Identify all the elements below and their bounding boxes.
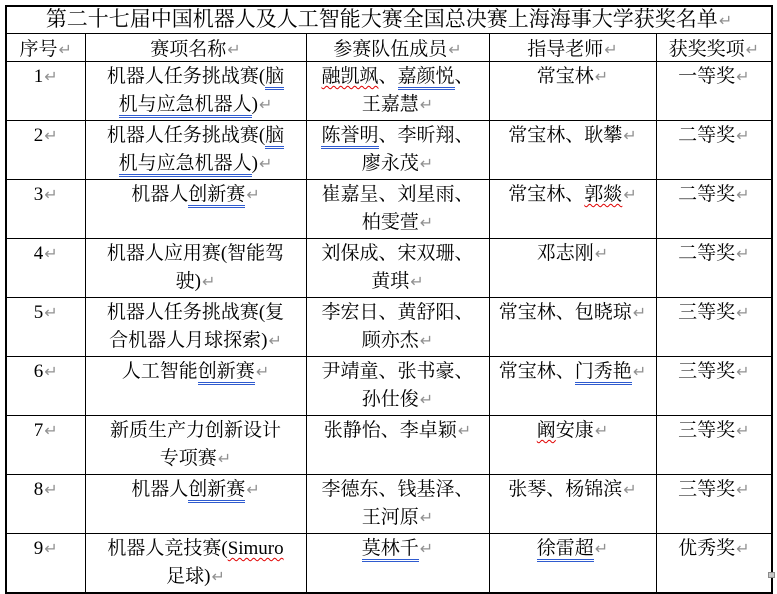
cell-event-name[interactable] bbox=[85, 534, 306, 594]
table-row bbox=[6, 475, 772, 534]
award-label: 三等奖 bbox=[678, 420, 736, 441]
column-header-1[interactable] bbox=[85, 34, 306, 62]
cell-team-members[interactable] bbox=[306, 357, 489, 416]
cell-advisors[interactable] bbox=[489, 121, 656, 180]
plain-text: 机器人任务挑战赛(复合机器人月球探索) bbox=[106, 302, 285, 351]
title-row bbox=[6, 6, 772, 34]
paragraph-mark: ↵ bbox=[419, 390, 434, 409]
paragraph-mark: ↵ bbox=[44, 303, 58, 322]
cell-advisors[interactable] bbox=[489, 475, 656, 534]
row-number: 2 bbox=[33, 125, 44, 146]
cell-advisors[interactable] bbox=[489, 180, 656, 239]
table-row bbox=[6, 121, 772, 180]
paragraph-mark: ↵ bbox=[736, 362, 750, 381]
plain-text: 刘保成、宋双珊、黄琪 bbox=[321, 243, 474, 292]
grammar-underlined-text: 陈誉明 bbox=[321, 125, 378, 149]
plain-text: 张琴、杨锦滨 bbox=[508, 479, 623, 500]
plain-text: 邓志刚 bbox=[536, 243, 594, 264]
table-row bbox=[6, 357, 772, 416]
plain-text: 机器人应用赛(智能驾驶) bbox=[106, 243, 285, 292]
cell-row-number[interactable] bbox=[6, 298, 85, 357]
paragraph-mark: ↵ bbox=[736, 185, 750, 204]
paragraph-mark: ↵ bbox=[44, 244, 58, 263]
paragraph-mark: ↵ bbox=[745, 40, 759, 59]
paragraph-mark: ↵ bbox=[410, 272, 424, 291]
cell-award[interactable] bbox=[656, 298, 772, 357]
paragraph-mark: ↵ bbox=[623, 126, 637, 145]
award-label: 三等奖 bbox=[678, 479, 736, 500]
column-header-4[interactable] bbox=[656, 34, 772, 62]
paragraph-mark: ↵ bbox=[594, 539, 609, 558]
plain-text: 、 bbox=[378, 66, 398, 87]
paragraph-mark: ↵ bbox=[58, 40, 72, 59]
paragraph-mark: ↵ bbox=[419, 331, 434, 350]
cell-advisors[interactable] bbox=[489, 534, 656, 594]
cell-event-name[interactable] bbox=[85, 475, 306, 534]
header-row bbox=[6, 34, 772, 62]
cell-advisors[interactable] bbox=[489, 239, 656, 298]
plain-text: 李德东、钱基泽、王河原 bbox=[321, 479, 474, 528]
paragraph-mark: ↵ bbox=[632, 303, 647, 322]
paragraph-mark: ↵ bbox=[201, 272, 216, 291]
paragraph-mark: ↵ bbox=[44, 126, 58, 145]
plain-text: 机器人 bbox=[131, 184, 189, 205]
paragraph-mark: ↵ bbox=[255, 362, 270, 381]
paragraph-mark: ↵ bbox=[736, 421, 750, 440]
spellcheck-flagged-text: 郭燚 bbox=[584, 184, 623, 205]
grammar-underlined-text: 创新赛 bbox=[198, 361, 255, 385]
table-row bbox=[6, 239, 772, 298]
paragraph-mark: ↵ bbox=[736, 126, 750, 145]
paragraph-mark: ↵ bbox=[594, 67, 609, 86]
paragraph-mark: ↵ bbox=[246, 480, 260, 499]
plain-text: 常宝林、 bbox=[508, 184, 585, 205]
spellcheck-flagged-text: Simuro bbox=[227, 538, 284, 559]
cell-award[interactable] bbox=[656, 357, 772, 416]
cell-advisors[interactable] bbox=[489, 416, 656, 475]
cell-event-name[interactable] bbox=[85, 239, 306, 298]
award-label: 一等奖 bbox=[678, 66, 736, 87]
paragraph-mark: ↵ bbox=[211, 567, 225, 586]
grammar-underlined-text: 创新赛 bbox=[188, 479, 245, 503]
cell-team-members[interactable] bbox=[306, 416, 489, 475]
cell-award[interactable] bbox=[656, 180, 772, 239]
paragraph-mark: ↵ bbox=[258, 154, 273, 173]
paragraph-mark: ↵ bbox=[594, 421, 609, 440]
cell-row-number[interactable] bbox=[6, 475, 85, 534]
plain-text: 崔嘉呈、刘星雨、柏雯萱 bbox=[321, 184, 474, 233]
cell-team-members[interactable] bbox=[306, 534, 489, 594]
cell-row-number[interactable] bbox=[6, 180, 85, 239]
cell-row-number[interactable] bbox=[6, 62, 85, 121]
row-number: 5 bbox=[33, 302, 44, 323]
cell-team-members[interactable] bbox=[306, 180, 489, 239]
paragraph-mark: ↵ bbox=[246, 185, 260, 204]
table-title-cell[interactable] bbox=[6, 6, 772, 34]
grammar-underlined-text: 徐雷超 bbox=[537, 538, 594, 562]
cell-team-members[interactable] bbox=[306, 298, 489, 357]
plain-text: 新质生产力创新设计专项赛 bbox=[109, 420, 281, 469]
cell-award[interactable] bbox=[656, 121, 772, 180]
paragraph-mark: ↵ bbox=[419, 508, 434, 527]
cell-event-name[interactable] bbox=[85, 180, 306, 239]
plain-text: 张静怡、李卓颖 bbox=[323, 420, 457, 441]
row-number: 9 bbox=[33, 538, 44, 559]
plain-text: 常宝林、 bbox=[498, 361, 575, 382]
column-header-label: 参赛队伍成员 bbox=[333, 39, 448, 60]
paragraph-mark: ↵ bbox=[736, 303, 750, 322]
paragraph-mark: ↵ bbox=[44, 539, 58, 558]
cell-award[interactable] bbox=[656, 62, 772, 121]
column-header-label: 获奖奖项 bbox=[668, 39, 745, 60]
grammar-underlined-text: 门秀艳 bbox=[575, 361, 632, 385]
paragraph-mark: ↵ bbox=[457, 421, 472, 440]
paragraph-mark: ↵ bbox=[736, 480, 750, 499]
column-header-label: 指导老师 bbox=[527, 39, 604, 60]
award-label: 优秀奖 bbox=[678, 538, 736, 559]
cell-team-members[interactable] bbox=[306, 239, 489, 298]
cell-team-members[interactable] bbox=[306, 62, 489, 121]
cell-award[interactable] bbox=[656, 416, 772, 475]
table-row bbox=[6, 62, 772, 121]
spellcheck-flagged-text: 融凯飒 bbox=[321, 66, 379, 87]
paragraph-mark: ↵ bbox=[419, 95, 434, 114]
row-number: 6 bbox=[33, 361, 44, 382]
grammar-underlined-text: 创新赛 bbox=[188, 184, 245, 208]
table-resize-handle[interactable] bbox=[768, 572, 775, 578]
grammar-underlined-text: 脑机与应急机器人 bbox=[119, 125, 285, 177]
table-title: 第二十七届中国机器人及人工智能大赛全国总决赛上海海事大学获奖名单 bbox=[45, 7, 718, 31]
spellcheck-flagged-text: 阚 bbox=[536, 420, 556, 441]
award-label: 二等奖 bbox=[678, 243, 736, 264]
paragraph-mark: ↵ bbox=[718, 11, 733, 30]
grammar-underlined-text: 嘉颜悦 bbox=[398, 66, 455, 90]
column-header-label: 赛项名称 bbox=[150, 39, 227, 60]
column-header-0[interactable] bbox=[6, 34, 85, 62]
plain-text: 人工智能 bbox=[121, 361, 198, 382]
plain-text: 尹靖童、张书豪、孙仕俊 bbox=[321, 361, 474, 410]
paragraph-mark: ↵ bbox=[44, 185, 58, 204]
paragraph-mark: ↵ bbox=[736, 539, 750, 558]
plain-text: 足球) bbox=[166, 566, 211, 587]
paragraph-mark: ↵ bbox=[268, 331, 282, 350]
paragraph-mark: ↵ bbox=[44, 67, 58, 86]
paragraph-mark: ↵ bbox=[217, 449, 232, 468]
award-table bbox=[5, 5, 773, 594]
table-row bbox=[6, 534, 772, 594]
cell-team-members[interactable] bbox=[306, 121, 489, 180]
table-row bbox=[6, 416, 772, 475]
plain-text: 常宝林、包晓琼 bbox=[498, 302, 632, 323]
paragraph-mark: ↵ bbox=[44, 421, 58, 440]
award-label: 二等奖 bbox=[678, 184, 736, 205]
grammar-underlined-text: 莫林千 bbox=[362, 538, 419, 562]
award-label: 三等奖 bbox=[678, 302, 736, 323]
cell-row-number[interactable] bbox=[6, 534, 85, 594]
plain-text: 机器人竞技赛( bbox=[107, 538, 228, 559]
column-header-3[interactable] bbox=[489, 34, 656, 62]
paragraph-mark: ↵ bbox=[623, 185, 637, 204]
plain-text: 机器人任务挑战赛( bbox=[106, 125, 266, 146]
row-number: 4 bbox=[33, 243, 44, 264]
plain-text: 机器人 bbox=[131, 479, 189, 500]
paragraph-mark: ↵ bbox=[419, 154, 434, 173]
paragraph-mark: ↵ bbox=[632, 362, 647, 381]
cell-event-name[interactable] bbox=[85, 357, 306, 416]
column-header-2[interactable] bbox=[306, 34, 489, 62]
table-row bbox=[6, 298, 772, 357]
paragraph-mark: ↵ bbox=[419, 539, 434, 558]
paragraph-mark: ↵ bbox=[736, 244, 750, 263]
cell-event-name[interactable] bbox=[85, 298, 306, 357]
plain-text: 李宏日、黄舒阳、顾亦杰 bbox=[321, 302, 474, 351]
cell-event-name[interactable] bbox=[85, 62, 306, 121]
plain-text: 常宝林、耿攀 bbox=[508, 125, 623, 146]
cell-event-name[interactable] bbox=[85, 121, 306, 180]
award-label: 三等奖 bbox=[678, 361, 736, 382]
cell-row-number[interactable] bbox=[6, 121, 85, 180]
paragraph-mark: ↵ bbox=[44, 480, 58, 499]
cell-row-number[interactable] bbox=[6, 416, 85, 475]
plain-text: 机器人任务挑战赛( bbox=[106, 66, 266, 87]
grammar-underlined-text: 脑机与应急机器人 bbox=[119, 66, 285, 118]
cell-advisors[interactable] bbox=[489, 357, 656, 416]
paragraph-mark: ↵ bbox=[227, 40, 241, 59]
row-number: 7 bbox=[33, 420, 44, 441]
award-label: 二等奖 bbox=[678, 125, 736, 146]
paragraph-mark: ↵ bbox=[594, 244, 609, 263]
table-row bbox=[6, 180, 772, 239]
cell-row-number[interactable] bbox=[6, 239, 85, 298]
column-header-label: 序号 bbox=[19, 39, 58, 60]
plain-text: 安康 bbox=[555, 420, 594, 441]
cell-award[interactable] bbox=[656, 239, 772, 298]
row-number: 1 bbox=[33, 66, 44, 87]
row-number: 3 bbox=[33, 184, 44, 205]
plain-text: 、王嘉慧 bbox=[361, 66, 474, 115]
cell-advisors[interactable] bbox=[489, 62, 656, 121]
paragraph-mark: ↵ bbox=[604, 40, 618, 59]
plain-text: 、李昕翔、廖永茂 bbox=[361, 125, 474, 174]
plain-text: 常宝林 bbox=[536, 66, 594, 87]
plain-text: ) bbox=[251, 153, 258, 174]
paragraph-mark: ↵ bbox=[258, 95, 273, 114]
paragraph-mark: ↵ bbox=[736, 67, 750, 86]
cell-advisors[interactable] bbox=[489, 298, 656, 357]
cell-event-name[interactable] bbox=[85, 416, 306, 475]
cell-team-members[interactable] bbox=[306, 475, 489, 534]
paragraph-mark: ↵ bbox=[419, 213, 434, 232]
paragraph-mark: ↵ bbox=[448, 40, 462, 59]
plain-text: ) bbox=[251, 94, 258, 115]
cell-award[interactable] bbox=[656, 534, 772, 594]
row-number: 8 bbox=[33, 479, 44, 500]
cell-row-number[interactable] bbox=[6, 357, 85, 416]
paragraph-mark: ↵ bbox=[44, 362, 58, 381]
cell-award[interactable] bbox=[656, 475, 772, 534]
paragraph-mark: ↵ bbox=[623, 480, 637, 499]
